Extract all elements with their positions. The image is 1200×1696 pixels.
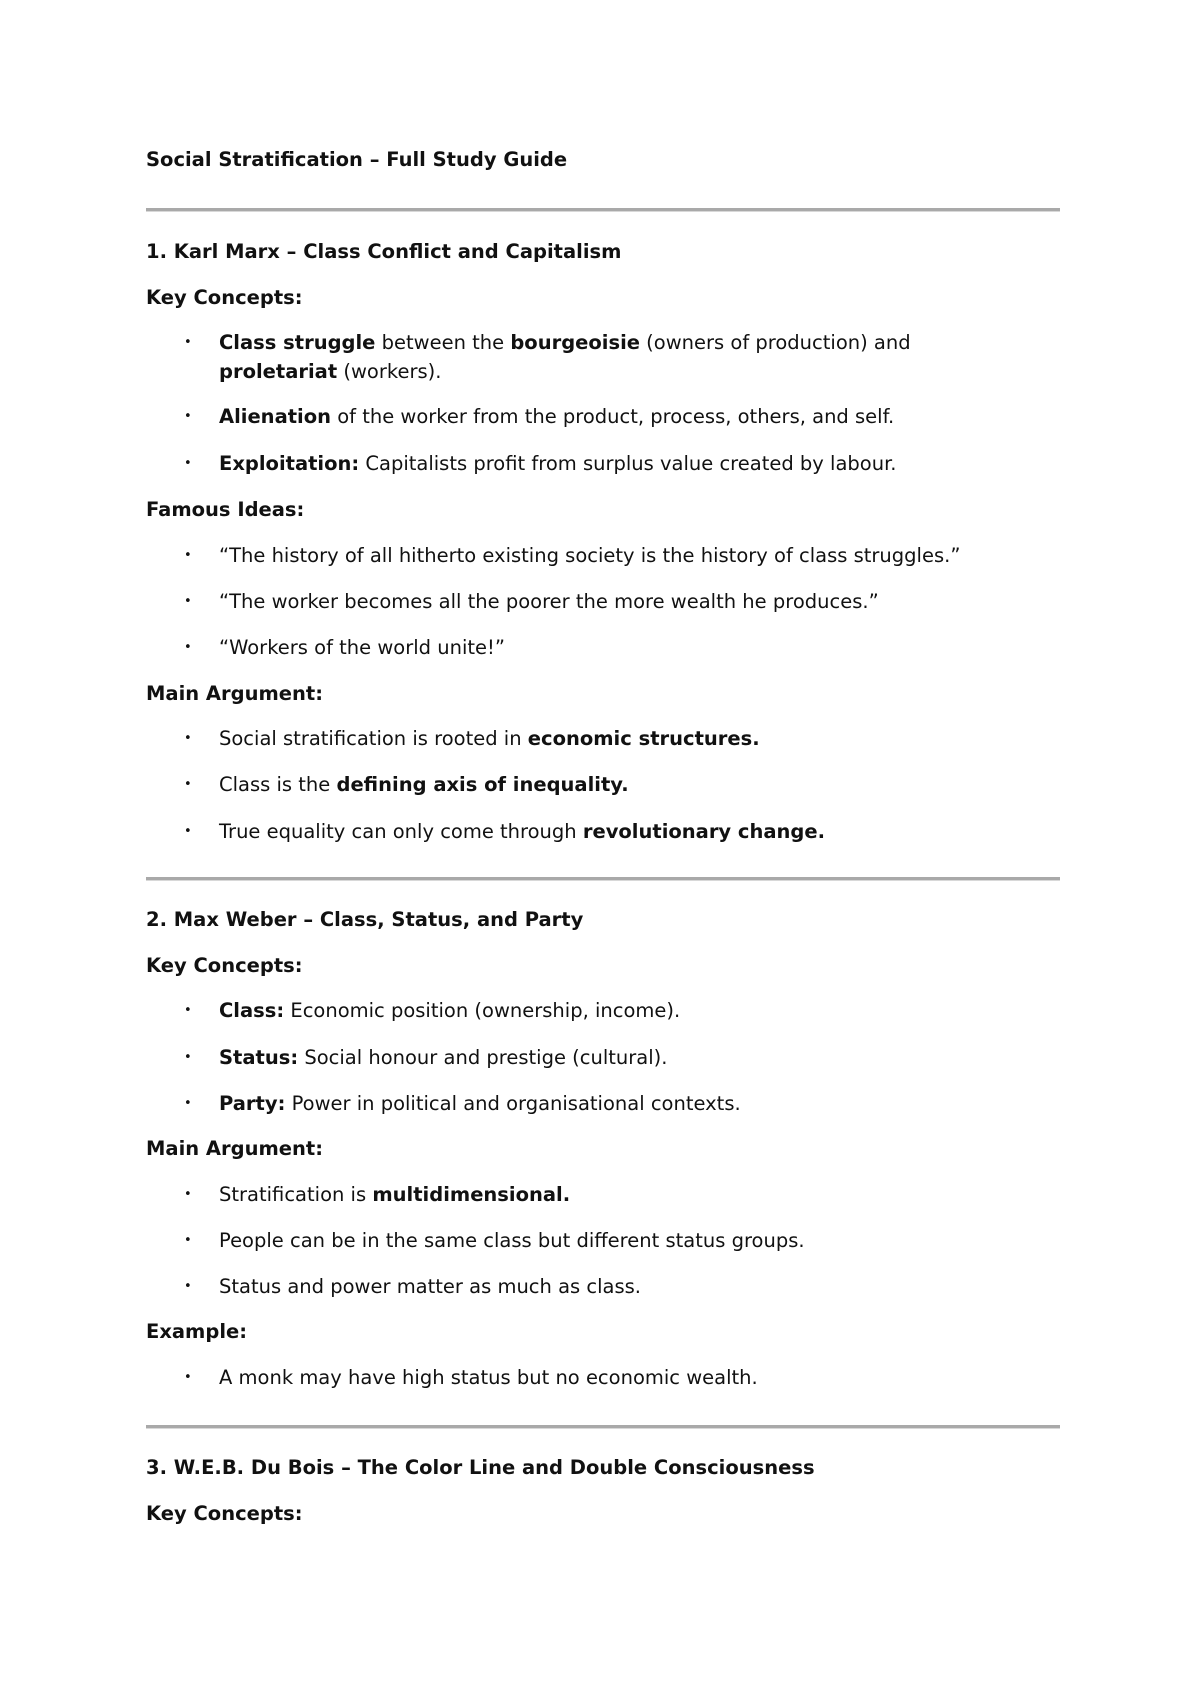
main-argument-label: Main Argument: <box>146 1137 324 1160</box>
key-concepts-label: Key Concepts: <box>146 954 303 977</box>
page-title: Social Stratification – Full Study Guide <box>146 148 568 171</box>
section-heading-marx: 1. Karl Marx – Class Conflict and Capitalism <box>146 240 622 263</box>
example-label: Example: <box>146 1320 248 1343</box>
key-concepts-label: Key Concepts: <box>146 286 303 309</box>
bullet: • <box>184 1050 192 1065</box>
bullet: • <box>184 594 192 609</box>
bullet: • <box>184 640 192 655</box>
bullet: • <box>184 777 192 792</box>
bullet: • <box>184 1187 192 1202</box>
bullet: • <box>184 1370 192 1385</box>
section-divider <box>146 1425 1060 1429</box>
bullet: • <box>184 1233 192 1248</box>
bullet: • <box>184 731 192 746</box>
bullet: • <box>184 548 192 563</box>
bullet: • <box>184 824 192 839</box>
famous-ideas-label: Famous Ideas: <box>146 498 305 521</box>
bullet: • <box>184 1279 192 1294</box>
bullet: • <box>184 1096 192 1111</box>
bullet: • <box>184 1003 192 1018</box>
section-divider <box>146 208 1060 212</box>
bullet: • <box>184 335 192 350</box>
main-argument-label: Main Argument: <box>146 682 324 705</box>
bullet: • <box>184 456 192 471</box>
section-heading-dubois: 3. W.E.B. Du Bois – The Color Line and Double Consciousness <box>146 1456 815 1479</box>
bullet: • <box>184 409 192 424</box>
document-page: Social Stratification – Full Study Guide 1. Karl Marx – Class Conflict and Capitalism Key Concepts: • Class struggle between the bourgeoisie (owners of production) and proletariat (workers). • Alienation of the worker from the product, process, others, and self. • Exploitation: Capitalists profit from surplus value created by labour. Famous Ideas: • “The history of all hitherto existing society is the history of class struggles.” • “The worker becomes all the poorer the more wealth he produces.” • “Workers of the world unite!” Main Argument: • Social stratification is rooted in economic structures. • Class is the defining axis of inequality. • True equality can only come through revolutionary change. 2. Max Weber – Class, Status, and Party Key Concepts: • Class: Economic position (ownership, income). • Status: Social honour and prestige (cultural). • Party: Power in political and organisational contexts. Main Argument: • Stratification is multidimensional. • People can be in the same class but different status groups. • Status and power matter as much as class. Example: • A monk may have high status but no economic wealth. 3. W.E.B. Du Bois – The Color Line and Double Consciousness Key Concepts: <box>0 0 1200 1696</box>
key-concepts-label: Key Concepts: <box>146 1502 303 1525</box>
section-heading-weber: 2. Max Weber – Class, Status, and Party <box>146 908 584 931</box>
section-divider <box>146 877 1060 881</box>
